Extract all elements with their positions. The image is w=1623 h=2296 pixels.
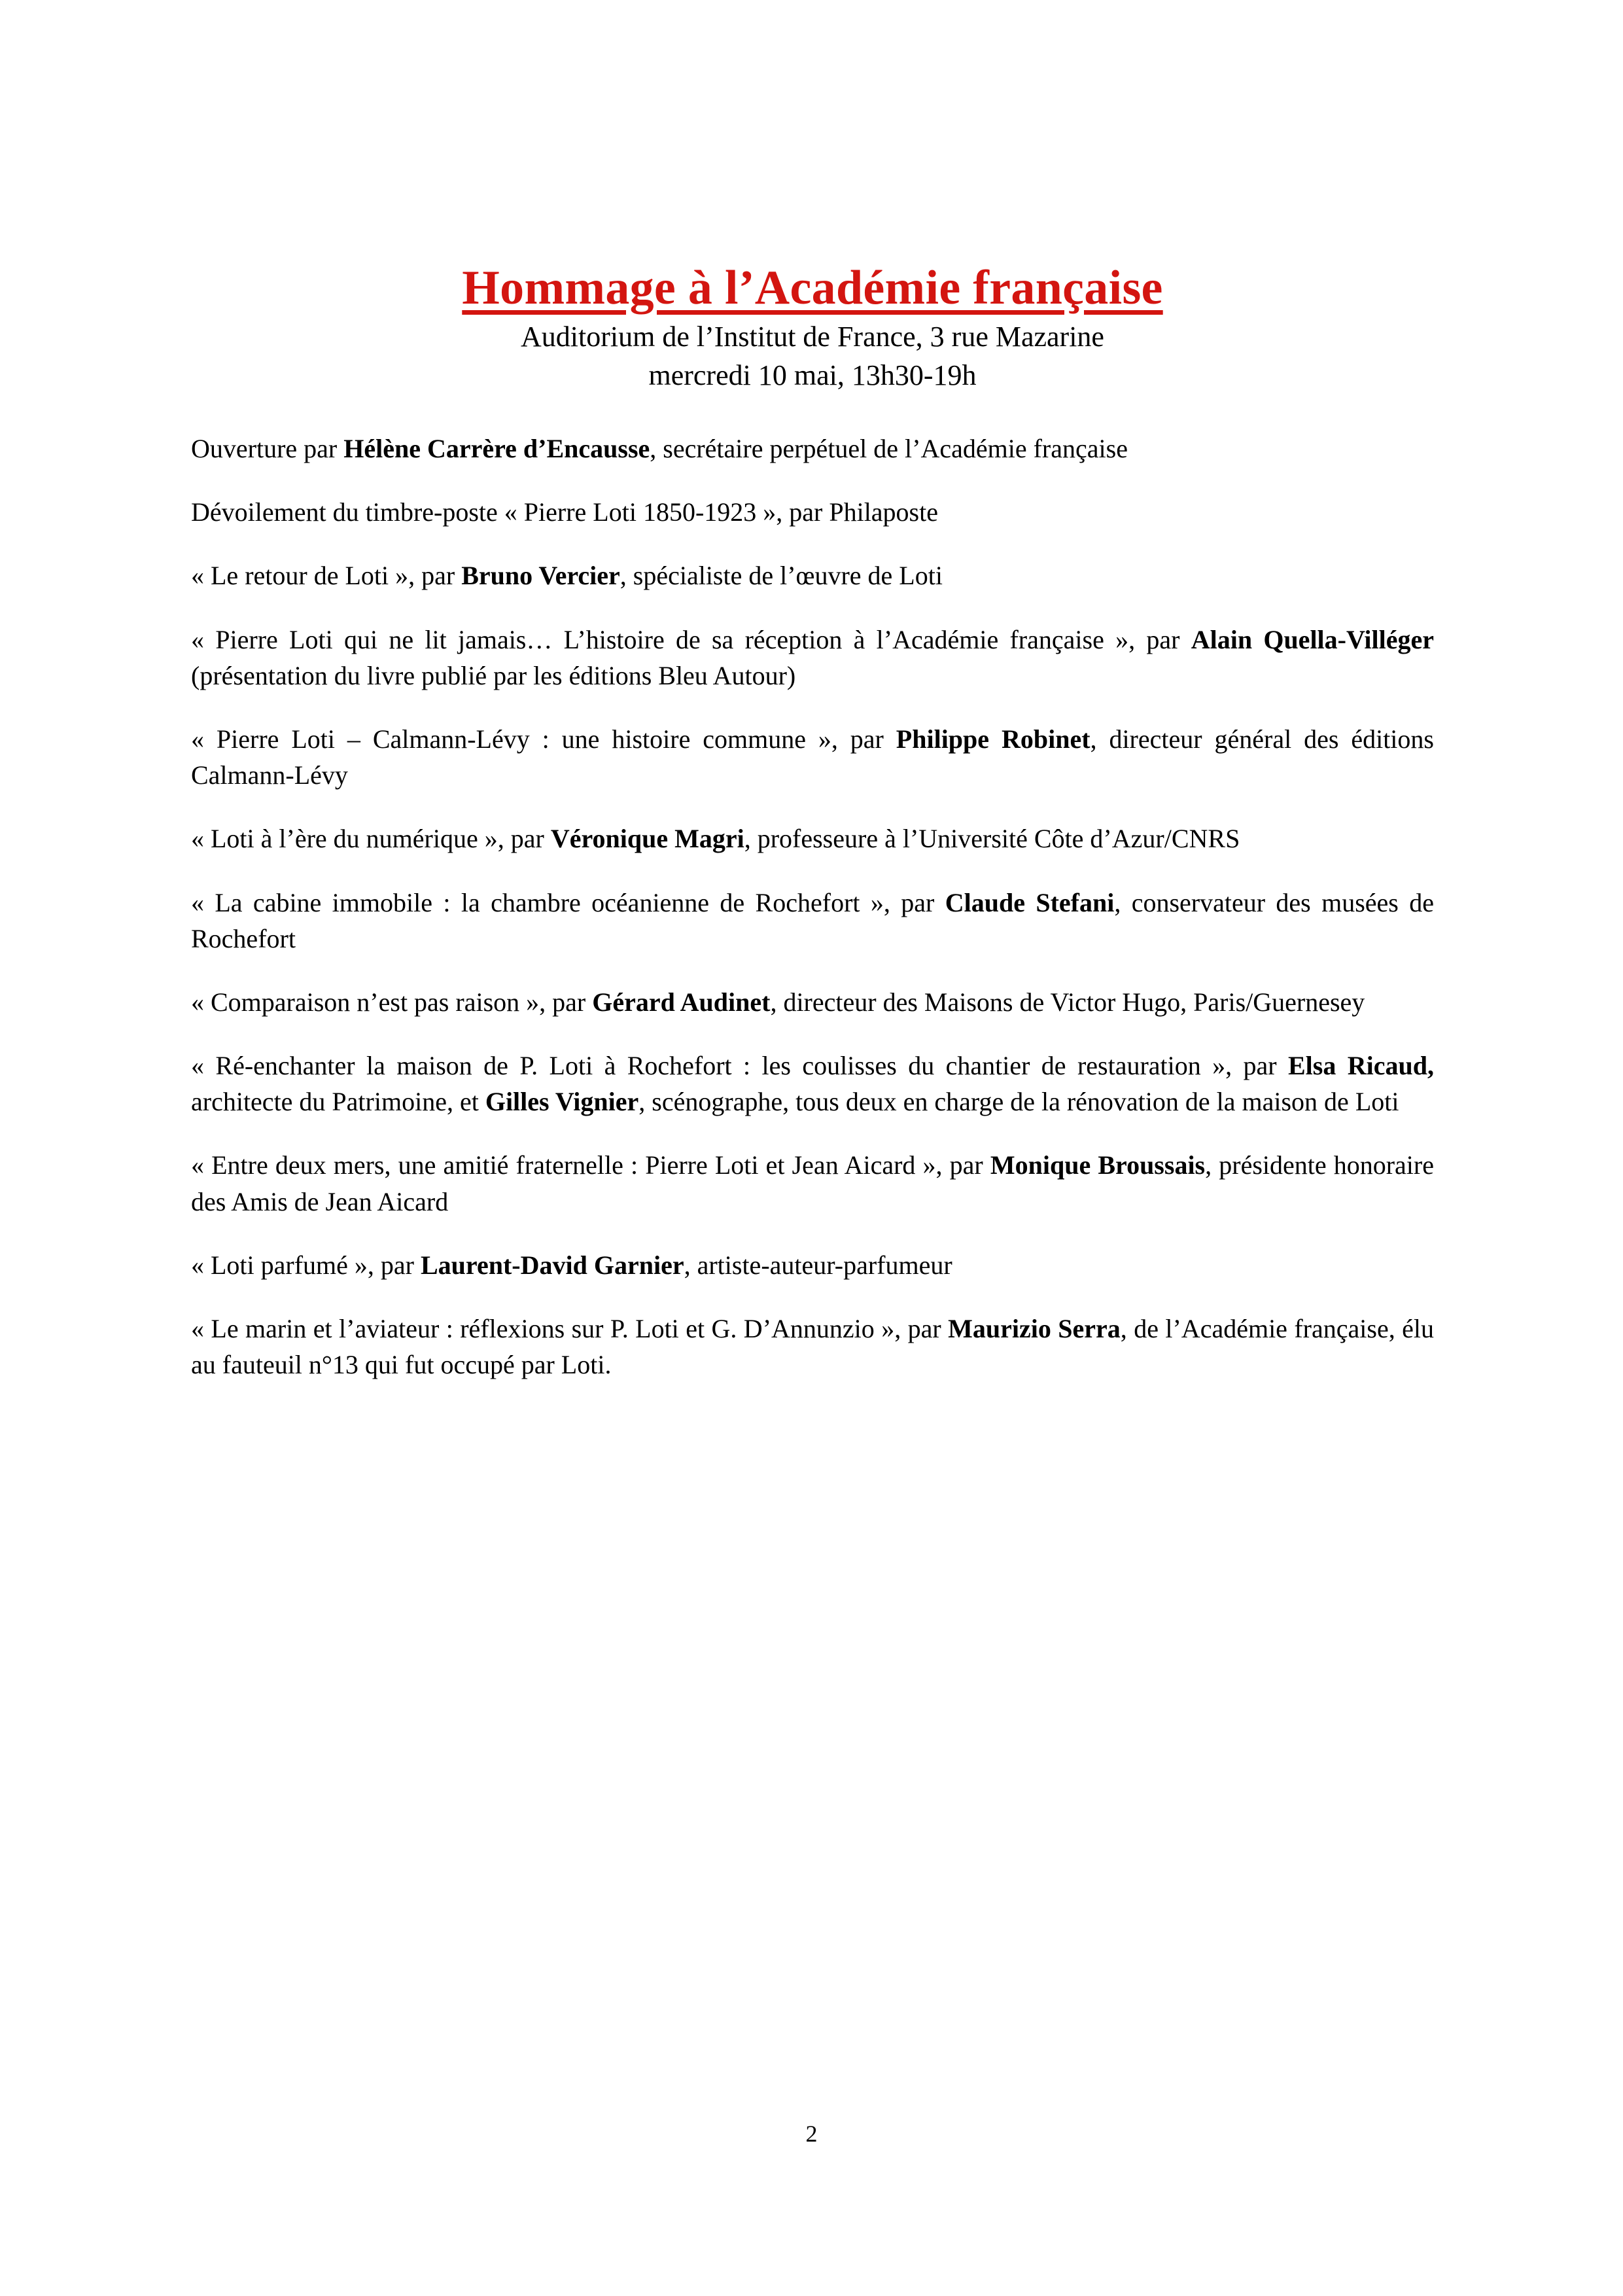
program-item [191, 721, 1434, 793]
program-item [191, 1311, 1434, 1383]
program-item-text: « Le retour de Loti », par [191, 561, 462, 591]
program-item [191, 557, 1434, 593]
speaker-name: Gérard Audinet [592, 987, 771, 1017]
program-item-text: Ouverture par [191, 434, 344, 464]
speaker-name: Véronique Magri [550, 824, 744, 854]
program-item-text: , conservateur des musées de Rochefort [191, 887, 1434, 953]
speaker-name: Philippe Robinet [896, 724, 1091, 754]
venue-line: Auditorium de l’Institut de France, 3 rue Mazarine [521, 321, 1104, 353]
speaker-name: Claude Stefani [945, 887, 1115, 917]
program-item-text: « Entre deux mers, une amitié fraternelle : Pierre Loti et Jean Aicard », par [191, 1150, 990, 1180]
program-item [191, 1048, 1434, 1120]
speaker-name: Gilles Vignier [485, 1087, 639, 1117]
program-item-text: , directeur des Maisons de Victor Hugo, Paris/Guernesey [770, 987, 1365, 1017]
speaker-name: Laurent-David Garnier [421, 1250, 684, 1280]
program-item [191, 821, 1434, 857]
document-content [191, 262, 1434, 1383]
speaker-name: Elsa Ricaud, [1288, 1051, 1434, 1081]
program-item-text: Dévoilement du timbre-poste « Pierre Loti 1850-1923 », par Philaposte [191, 497, 938, 527]
program-item [191, 1247, 1434, 1283]
program-item-text: , professeure à l’Université Côte d’Azur/CNRS [744, 824, 1240, 854]
program-item-text: , de l’Académie française, élu au fauteuil n°13 qui fut occupé par Loti. [191, 1314, 1434, 1380]
program-item [191, 984, 1434, 1020]
program-item [191, 622, 1434, 694]
program-item-text: architecte du Patrimoine, et [191, 1087, 485, 1117]
program-item [191, 431, 1434, 467]
program-list [191, 431, 1434, 1383]
program-item-text: , présidente honoraire des Amis de Jean Aicard [191, 1150, 1434, 1216]
program-item-text: , artiste-auteur-parfumeur [684, 1250, 952, 1280]
program-item-text: « Loti à l’ère du numérique », par [191, 824, 551, 854]
program-item [191, 494, 1434, 530]
program-item-text: « Comparaison n’est pas raison », par [191, 987, 593, 1017]
program-item-text: « Le marin et l’aviateur : réflexions sur P. Loti et G. D’Annunzio », par [191, 1314, 949, 1344]
speaker-name: Monique Broussais [990, 1150, 1206, 1180]
program-item-text: , spécialiste de l’œuvre de Loti [620, 561, 943, 591]
program-item-text: « La cabine immobile : la chambre océanienne de Rochefort », par [191, 887, 945, 917]
page-title: Hommage à l’Académie française [462, 261, 1163, 315]
program-item-text: (présentation du livre publié par les éditions Bleu Autour) [191, 660, 796, 690]
speaker-name: Maurizio Serra [948, 1314, 1121, 1344]
date-line: mercredi 10 mai, 13h30-19h [648, 359, 977, 391]
speaker-name: Hélène Carrère d’Encausse [343, 434, 650, 464]
program-item-text: , secrétaire perpétuel de l’Académie française [650, 434, 1128, 464]
program-item [191, 885, 1434, 957]
page-number: 2 [805, 2121, 818, 2147]
program-item [191, 1147, 1434, 1219]
program-item-text: « Loti parfumé », par [191, 1250, 421, 1280]
program-item-text: « Ré-enchanter la maison de P. Loti à Rochefort : les coulisses du chantier de restauration », par [191, 1051, 1288, 1081]
program-item-text: « Pierre Loti – Calmann-Lévy : une histoire commune », par [191, 724, 896, 754]
speaker-name: Alain Quella-Villéger [1191, 624, 1434, 654]
program-item-text: , scénographe, tous deux en charge de la rénovation de la maison de Loti [638, 1087, 1399, 1117]
program-item-text: « Pierre Loti qui ne lit jamais… L’histoire de sa réception à l’Académie française », par [191, 624, 1191, 654]
program-item-text: , directeur général des éditions Calmann-Lévy [191, 724, 1434, 790]
speaker-name: Bruno Vercier [461, 561, 620, 591]
